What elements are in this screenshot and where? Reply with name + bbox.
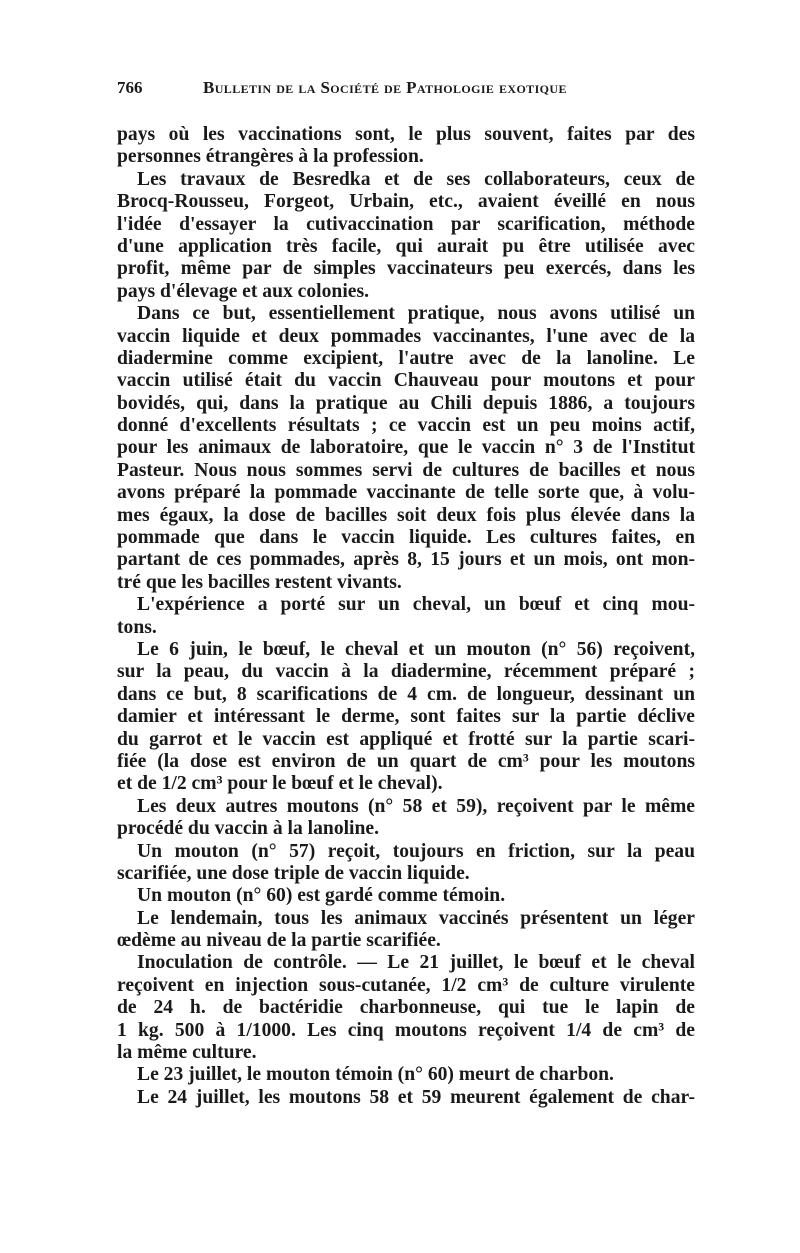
text-line: bovidés, qui, dans la pratique au Chili depuis 1886, a toujours: [117, 392, 695, 414]
text-line: mes égaux, la dose de bacilles soit deux fois plus élevée dans la: [117, 504, 695, 526]
text-line: Pasteur. Nous nous sommes servi de cultures de bacilles et nous: [117, 459, 695, 481]
text-line: Dans ce but, essentiellement pratique, nous avons utilisé un: [137, 303, 695, 325]
text-line: pommade que dans le vaccin liquide. Les cultures faites, en: [117, 527, 695, 549]
text-line: Le 24 juillet, les moutons 58 et 59 meurent également de char-: [137, 1086, 695, 1108]
text-line: scarifiée, une dose triple de vaccin liquide.: [117, 862, 470, 884]
text-line: Un mouton (n° 57) reçoit, toujours en friction, sur la peau: [137, 840, 695, 862]
text-line: pour les animaux de laboratoire, que le vaccin n° 3 de l'Institut: [117, 437, 695, 459]
text-line: vaccin liquide et deux pommades vaccinantes, l'une avec de la: [117, 325, 695, 347]
text-line: Brocq-Rousseu, Forgeot, Urbain, etc., avaient éveillé en nous: [117, 191, 695, 213]
text-line: procédé du vaccin à la lanoline.: [117, 818, 379, 840]
journal-title: Bulletin de la Société de Pathologie exotique: [203, 78, 567, 97]
text-line: profit, même par de simples vaccinateurs peu exercés, dans les: [117, 258, 695, 280]
text-line: Le lendemain, tous les animaux vaccinés présentent un léger: [137, 907, 695, 929]
text-line: avons préparé la pommade vaccinante de telle sorte que, à volu-: [117, 482, 695, 504]
text-line: d'une application très facile, qui aurait pu être utilisée avec: [117, 235, 695, 257]
text-line: L'expérience a porté sur un cheval, un bœuf et cinq mou-: [137, 594, 695, 616]
text-line: partant de ces pommades, après 8, 15 jours et un mois, ont mon-: [117, 549, 695, 571]
text-line: tons.: [117, 616, 157, 638]
text-line: pays d'élevage et aux colonies.: [117, 280, 369, 302]
text-line: de 24 h. de bactéridie charbonneuse, qui tue le lapin de: [117, 997, 695, 1019]
text-line: dans ce but, 8 scarifications de 4 cm. de longueur, dessinant un: [117, 683, 695, 705]
text-line: fiée (la dose est environ de un quart de cm³ pour les moutons: [117, 750, 695, 772]
text-line: pays où les vaccinations sont, le plus souvent, faites par des: [117, 124, 695, 145]
text-line: Les travaux de Besredka et de ses collaborateurs, ceux de: [137, 168, 695, 190]
text-line: 1 kg. 500 à 1/1000. Les cinq moutons reçoivent 1/4 de cm³ de: [117, 1019, 695, 1041]
text-line: Les deux autres moutons (n° 58 et 59), reçoivent par le même: [137, 795, 695, 817]
text-line: Inoculation de contrôle. — Le 21 juillet, le bœuf et le cheval: [137, 952, 695, 974]
text-line: tré que les bacilles restent vivants.: [117, 571, 402, 593]
text-line: la même culture.: [117, 1042, 257, 1064]
running-header: [117, 78, 697, 98]
text-line: Le 6 juin, le bœuf, le cheval et un mouton (n° 56) reçoivent,: [137, 638, 695, 660]
text-line: Le 23 juillet, le mouton témoin (n° 60) meurt de charbon.: [137, 1064, 614, 1086]
text-line: donné d'excellents résultats ; ce vaccin est un peu moins actif,: [117, 415, 695, 437]
text-line: vaccin utilisé était du vaccin Chauveau pour moutons et pour: [117, 370, 695, 392]
text-line: reçoivent en injection sous-cutanée, 1/2 cm³ de culture virulente: [117, 974, 695, 996]
text-line: damier et intéressant le derme, sont faites sur la partie déclive: [117, 706, 695, 728]
text-line: personnes étrangères à la profession.: [117, 146, 424, 168]
text-line: l'idée d'essayer la cutivaccination par scarification, méthode: [117, 213, 695, 235]
text-line: diadermine comme excipient, l'autre avec de la lanoline. Le: [117, 347, 695, 369]
text-line: du garrot et le vaccin est appliqué et frotté sur la partie scari-: [117, 728, 695, 750]
body-text: [117, 124, 695, 1109]
text-line: œdème au niveau de la partie scarifiée.: [117, 930, 441, 952]
page-number: 766: [117, 78, 143, 97]
text-line: sur la peau, du vaccin à la diadermine, récemment préparé ;: [117, 661, 695, 683]
text-line: et de 1/2 cm³ pour le bœuf et le cheval).: [117, 773, 443, 795]
text-line: Un mouton (n° 60) est gardé comme témoin.: [137, 885, 506, 907]
